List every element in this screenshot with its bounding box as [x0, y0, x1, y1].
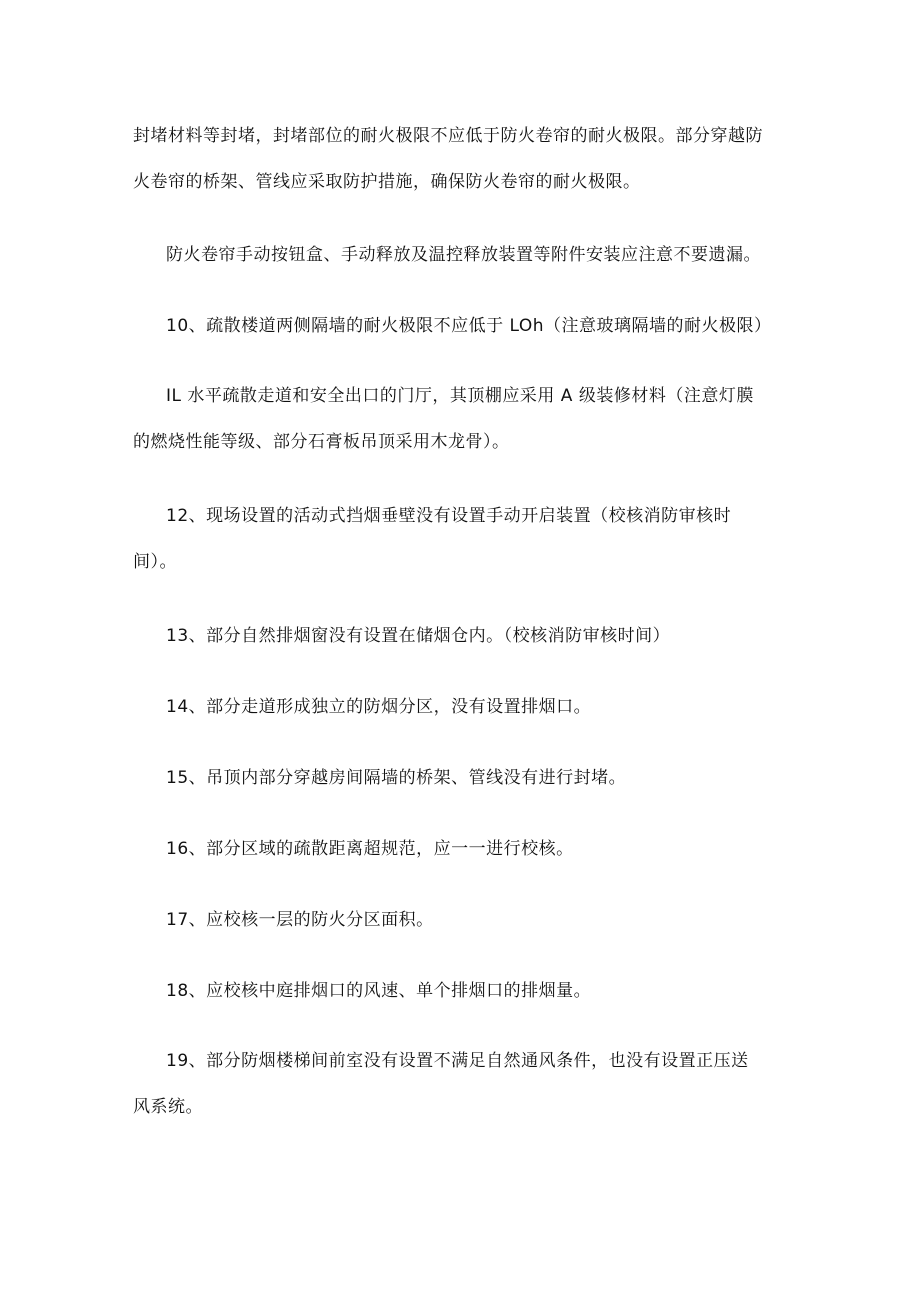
paragraph-item-13 — [133, 613, 803, 659]
text-line: 19、部分防烟楼梯间前室没有设置不满足自然通风条件，也没有设置正压送 — [166, 1051, 749, 1071]
text-line: 14、部分走道形成独立的防烟分区，没有设置排烟口。 — [166, 697, 592, 717]
paragraph-item-12 — [133, 493, 803, 585]
text-line: 的燃烧性能等级、部分石膏板吊顶采用木龙骨）。 — [133, 432, 510, 452]
paragraph-item-18 — [133, 968, 803, 1014]
paragraph-item-16 — [133, 826, 803, 872]
paragraph-item-10 — [133, 303, 803, 349]
paragraph-item-17 — [133, 897, 803, 943]
text-line: 15、吊顶内部分穿越房间隔墙的桥架、管线没有进行封堵。 — [166, 768, 627, 788]
text-line: IL 水平疏散走道和安全出口的门厅，其顶棚应采用 A 级装修材料（注意灯膜 — [166, 386, 754, 406]
paragraph-fire-shutter-sealing — [133, 113, 803, 205]
paragraph-item-14 — [133, 684, 803, 730]
text-line: 18、应校核中庭排烟口的风速、单个排烟口的排烟量。 — [166, 981, 592, 1001]
text-line: 13、部分自然排烟窗没有设置在储烟仓内。（校核消防审核时间） — [166, 626, 671, 646]
paragraph-item-19 — [133, 1038, 803, 1130]
text-line: 16、部分区域的疏散距离超规范，应一一进行校核。 — [166, 839, 574, 859]
text-line: 间）。 — [133, 552, 177, 572]
text-line: 防火卷帘手动按钮盒、手动释放及温控释放装置等附件安装应注意不要遗漏。 — [166, 245, 761, 265]
text-line: 10、疏散楼道两侧隔墙的耐火极限不应低于 LOh（注意玻璃隔墙的耐火极限） — [166, 316, 772, 336]
paragraph-fire-shutter-accessories — [133, 232, 803, 278]
paragraph-item-15 — [133, 755, 803, 801]
text-line: 17、应校核一层的防火分区面积。 — [166, 910, 434, 930]
text-line: 封堵材料等封堵，封堵部位的耐火极限不应低于防火卷帘的耐火极限。部分穿越防 — [133, 126, 763, 146]
paragraph-item-11 — [133, 373, 803, 465]
text-line: 风系统。 — [133, 1097, 203, 1117]
text-line: 12、现场设置的活动式挡烟垂壁没有设置手动开启装置（校核消防审核时 — [166, 506, 732, 526]
text-line: 火卷帘的桥架、管线应采取防护措施，确保防火卷帘的耐火极限。 — [133, 172, 641, 192]
